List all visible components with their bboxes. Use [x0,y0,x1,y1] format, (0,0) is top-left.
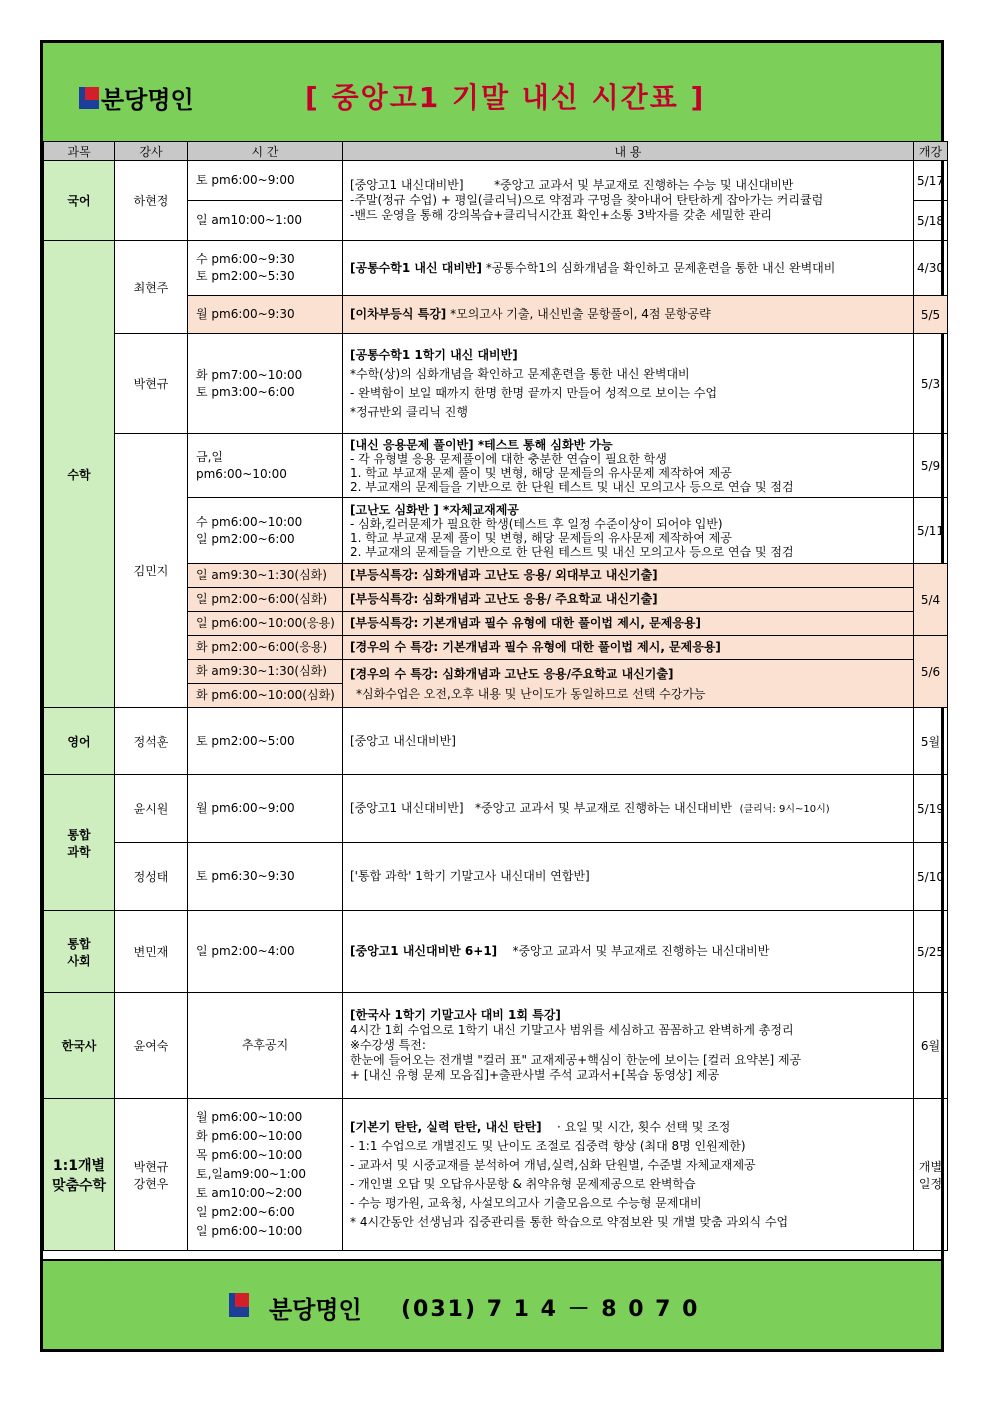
open-line: 일정 [918,1176,943,1191]
time-line: 화 pm6:00~10:00 [196,1129,303,1143]
content-note: *공통수학1의 심화개념을 확인하고 문제훈련을 통한 내신 완벽대비 [485,260,836,275]
content-line: *수학(상)의 심화개념을 확인하고 문제훈련을 통한 내신 완벽대비 [350,366,690,381]
time-line: 화 pm7:00~10:00 [196,367,303,382]
clinic-note: (클리닉: 9시~10시) [739,803,830,815]
header-brand: 분당명인 [101,86,194,114]
class-time: 월 pm6:00~9:00 [188,775,343,843]
time-line: 일 pm2:00~6:00 [196,1205,295,1219]
class-content [343,334,914,434]
time-line: 일 pm6:00~10:00 [196,1224,303,1238]
class-content [343,993,914,1099]
time-line: 월 pm6:00~10:00 [196,1110,303,1124]
content-line: -밴드 운영을 통해 강의복습+클리닉시간표 확인+소통 3박자를 갖춘 세밀한 관리 [350,208,772,222]
page-title: [ 중앙고1 기말 내신 시간표 ] [305,81,706,114]
subject-korean: 국어 [44,161,115,241]
table-row [44,1099,948,1251]
subject-line: 통합 [67,827,91,842]
open-date [914,1099,948,1251]
teacher-name: 박현규 [115,334,188,434]
open-date: 5/25 [914,911,948,993]
content-note: *모의고사 기출, 내신빈출 문항풀이, 4점 문항공략 [450,307,711,321]
table-row [44,911,948,993]
col-subject: 과목 [44,142,115,161]
content-title: [중앙고1 내신대비반 6+1] [350,944,498,958]
subject-line: 사회 [67,953,91,968]
class-content [343,660,914,708]
class-time: 일 pm2:00~4:00 [188,911,343,993]
open-date: 5/9 [914,434,948,498]
class-content [343,296,914,334]
content-line: * 4시간동안 선생님과 집중관리를 통한 학습으로 약점보완 및 개별 맞춤 과외식 수업 [350,1214,789,1229]
content-title: [중앙고1 내신대비반] [350,800,464,815]
open-date: 5월 [914,708,948,775]
teacher-name: 하현정 [115,161,188,241]
open-date: 6월 [914,993,948,1099]
class-time: 일 pm2:00~6:00(심화) [188,588,343,612]
time-line: 수 pm6:00~9:30 [196,252,295,266]
class-time: 일 am9:30~1:30(심화) [188,564,343,588]
timetable-frame [40,40,944,1352]
class-content: [부등식특강: 심화개념과 고난도 응용/ 주요학교 내신기출] [343,588,914,612]
teacher-name: 정성태 [115,843,188,911]
content-note: *중앙고 교과서 및 부교재로 진행하는 내신대비반 [475,800,732,815]
class-content [343,1099,914,1251]
open-date: 5/4 [914,564,948,636]
time-line: 일 pm2:00~6:00 [196,531,295,546]
class-time: 토 pm6:00~9:00 [188,161,343,201]
subject-line: 통합 [67,936,91,951]
open-date: 5/3 [914,334,948,434]
table-row [44,241,948,296]
content-line: 1. 학교 부교재 문제 풀이 및 변형, 해당 문제들의 유사문제 제작하여 제공 [350,530,732,545]
content-line: - 심화,킬러문제가 필요한 학생(테스트 후 일정 수준이상이 되어야 입반) [350,516,723,531]
teacher-name: 정석훈 [115,708,188,775]
content-title: [내신 응용문제 풀이반] *테스트 통해 심화반 가능 [350,437,613,452]
phone-number: (031) 7 1 4 － 8 0 7 0 [401,1297,700,1322]
col-content: 내 용 [343,142,914,161]
class-time: 토 pm2:00~5:00 [188,708,343,775]
class-time: 일 pm6:00~10:00(응용) [188,612,343,636]
content-title: [고난도 심화반 ] *자체교재제공 [350,502,519,517]
class-content [343,161,914,241]
content-line: - 1:1 수업으로 개별진도 및 난이도 조절로 집중력 향상 (최대 8명 인원제한) [350,1138,746,1153]
class-time: 화 am9:30~1:30(심화) [188,660,343,684]
class-time: 화 pm2:00~6:00(응용) [188,636,343,660]
class-time [188,334,343,434]
time-line: 목 pm6:00~10:00 [196,1148,303,1162]
class-content: ['통합 과학' 1학기 기말고사 내신대비 연합반] [343,843,914,911]
subject-individual [44,1099,115,1251]
class-time: 일 am10:00~1:00 [188,201,343,241]
content-line: 1. 학교 부교재 문제 풀이 및 변형, 해당 문제들의 유사문제 제작하여 제공 [350,465,732,480]
open-date: 5/19 [914,775,948,843]
open-date: 5/5 [914,296,948,334]
table-header-row [44,142,948,161]
teacher-line: 강현우 [133,1176,169,1191]
content-line: - 개인별 오답 및 오답유사문항 & 취약유형 문제제공으로 완벽학습 [350,1176,696,1191]
teacher-name: 김민지 [115,434,188,708]
content-title: [한국사 1학기 기말고사 대비 1회 특강] [350,1008,561,1022]
teacher-name: 변민재 [115,911,188,993]
content-line: - 교과서 및 시중교재를 분석하여 개념,실력,심화 단원별, 수준별 자체교재제공 [350,1157,756,1172]
content-line: ※수강생 특전: [350,1038,426,1052]
class-content [343,434,914,498]
academy-logo-icon [79,87,99,109]
class-time: 화 pm6:00~10:00(심화) [188,684,343,708]
subject-line: 1:1개별 [52,1157,106,1174]
open-date: 5/11 [914,498,948,564]
teacher-name: 윤시원 [115,775,188,843]
header [43,43,941,143]
col-open: 개강 [914,142,948,161]
subject-social [44,911,115,993]
class-content: [부등식특강: 심화개념과 고난도 응용/ 외대부고 내신기출] [343,564,914,588]
subject-history: 한국사 [44,993,115,1099]
table-row [44,775,948,843]
class-content [343,498,914,564]
table-row [44,708,948,775]
content-note: *중앙고 교과서 및 부교재로 진행하는 수능 및 내신대비반 [494,178,794,192]
subject-math: 수학 [44,241,115,708]
content-title: [기본기 탄탄, 실력 탄탄, 내신 탄탄] [350,1119,542,1134]
table-row [44,843,948,911]
schedule-table [43,141,948,1251]
table-row [44,993,948,1099]
col-time: 시 간 [188,142,343,161]
open-line: 개별 [918,1159,943,1174]
subject-line: 맞춤수학 [51,1177,107,1194]
footer-brand: 분당명인 [269,1296,362,1324]
content-line: 2. 부교재의 문제들을 기반으로 한 단원 테스트 및 내신 모의고사 등으로 연습 및 점검 [350,479,794,494]
time-line: pm6:00~10:00 [196,466,287,481]
class-time [188,241,343,296]
class-content [343,775,914,843]
time-line: 토,일am9:00~1:00 [196,1167,306,1181]
col-teacher: 강사 [115,142,188,161]
content-line: - 수능 평가원, 교육청, 사설모의고사 기출모음으로 수능형 문제대비 [350,1195,702,1210]
content-line: -주말(정규 수업) + 평일(클리닉)으로 약점과 구멍을 찾아내어 탄탄하게 잡아가는 커리큘럼 [350,193,824,207]
content-line: - 완벽함이 보일 때까지 한명 한명 끝까지 만들어 성적으로 보이는 수업 [350,385,718,400]
table-row [44,434,948,498]
open-date: 5/6 [914,636,948,708]
open-date: 5/17 [914,161,948,201]
content-line: 2. 부교재의 문제들을 기반으로 한 단원 테스트 및 내신 모의고사 등으로 연습 및 점검 [350,544,794,559]
content-title: [공통수학1 1학기 내신 대비반] [350,347,518,362]
class-content: [경우의 수 특강: 기본개념과 필수 유형에 대한 풀이법 제시, 문제응용] [343,636,914,660]
footer [43,1259,941,1349]
open-date: 5/10 [914,843,948,911]
time-line: 토 pm2:00~5:30 [196,269,295,283]
subject-science [44,775,115,911]
content-note: *중앙고 교과서 및 부교재로 진행하는 내신대비반 [512,944,770,958]
content-title: [경우의 수 특강: 심화개념과 고난도 응용/주요학교 내신기출] [350,666,674,681]
class-time [188,434,343,498]
class-time: 추후공지 [188,993,343,1099]
content-note: *심화수업은 오전,오후 내용 및 난이도가 동일하므로 선택 수강가능 [356,686,706,701]
time-line: 토 pm3:00~6:00 [196,384,295,399]
time-line: 수 pm6:00~10:00 [196,514,303,529]
open-date: 4/30 [914,241,948,296]
content-note: · 요일 및 시간, 횟수 선택 및 조정 [556,1119,731,1134]
class-time: 월 pm6:00~9:30 [188,296,343,334]
teacher-name: 최현주 [115,241,188,334]
class-time [188,498,343,564]
teacher-name [115,1099,188,1251]
content-line: + [내신 유형 문제 모음집]+출판사별 주석 교과서+[복습 동영상] 제공 [350,1068,720,1082]
class-time: 토 pm6:30~9:30 [188,843,343,911]
content-line: *정규반외 클리닉 진행 [350,404,468,419]
time-line: 토 am10:00~2:00 [196,1186,303,1200]
teacher-name: 윤여숙 [115,993,188,1099]
table-row [44,334,948,434]
content-line: 한눈에 들어오는 전개별 "컬러 표" 교재제공+핵심이 한눈에 보이는 [컬러 요약본] 제공 [350,1053,802,1067]
academy-logo-icon [229,1293,249,1317]
content-line: 4시간 1회 수업으로 1학기 내신 기말고사 범위를 세심하고 꼼꼼하고 완벽하게 총정리 [350,1023,794,1037]
teacher-line: 박현규 [133,1159,169,1174]
content-line: - 각 유형별 응용 문제풀이에 대한 충분한 연습이 필요한 학생 [350,451,667,466]
subject-english: 영어 [44,708,115,775]
content-title: [이차부등식 특강] [350,307,447,321]
subject-line: 과학 [67,844,91,859]
open-date: 5/18 [914,201,948,241]
content-title: [중앙고1 내신대비반] [350,178,464,192]
table-row [44,161,948,201]
class-content [343,241,914,296]
class-content [343,911,914,993]
class-content: [부등식특강: 기본개념과 필수 유형에 대한 풀이법 제시, 문제응용] [343,612,914,636]
content-title: [공통수학1 내신 대비반] [350,260,483,275]
class-content: [중앙고 내신대비반] [343,708,914,775]
time-line: 금,일 [196,449,223,464]
class-time [188,1099,343,1251]
